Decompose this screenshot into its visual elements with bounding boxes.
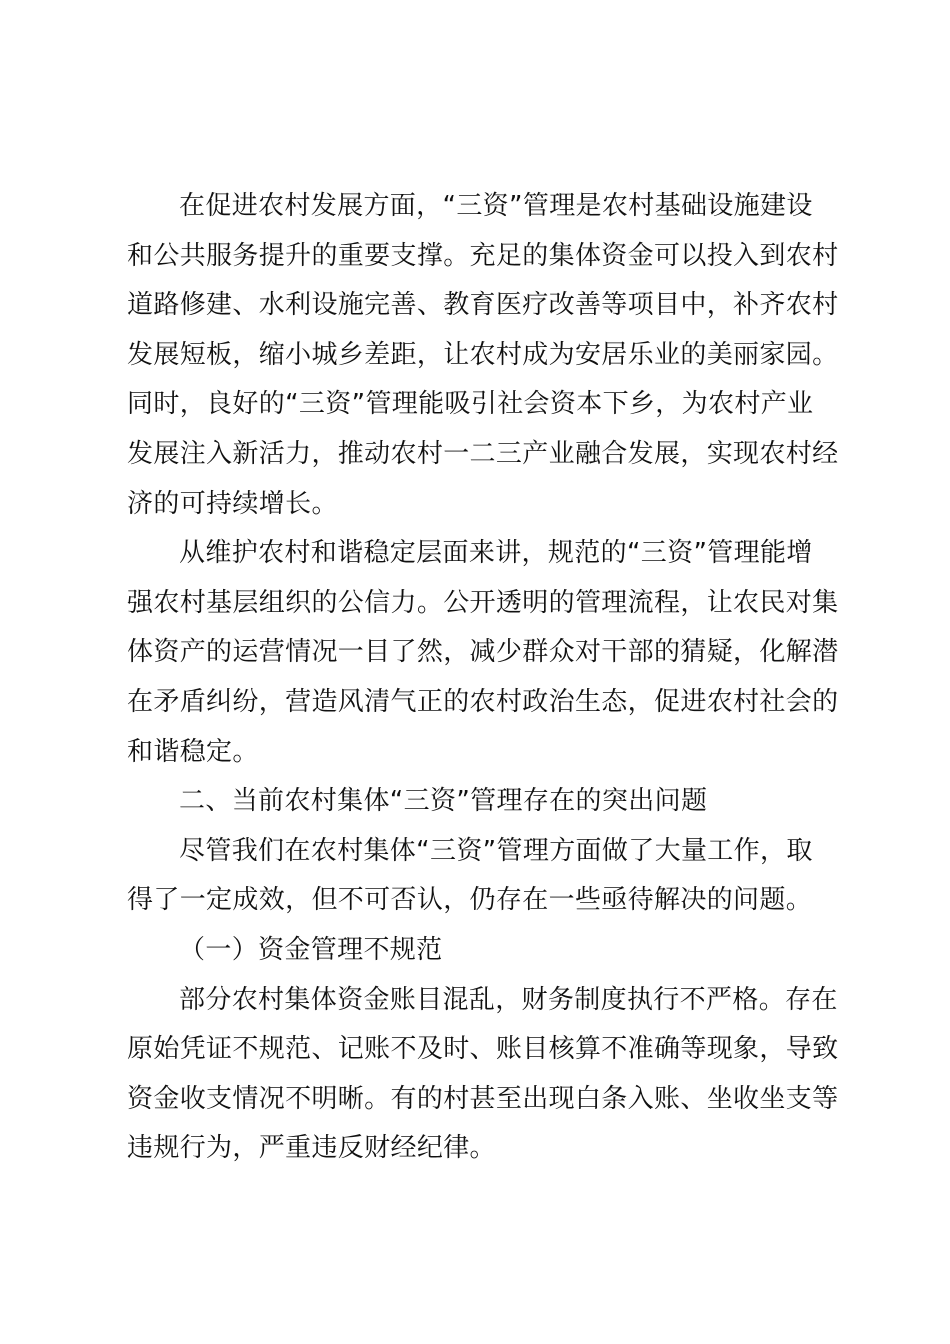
document-body [127,182,839,1174]
paragraph-line: 在促进农村发展方面，“三资”管理是农村基础设施建设 [179,191,813,221]
paragraph-line: 部分农村集体资金账目混乱，财务制度执行不严格。存在 [179,984,838,1015]
paragraph-line: 和谐稳定。 [127,736,259,767]
paragraph-line: 同时，良好的“三资”管理能吸引社会资本下乡，为农村产业 [127,389,814,420]
paragraph-line: 尽管我们在农村集体“三资”管理方面做了大量工作，取 [179,835,813,866]
section-heading: 二、当前农村集体“三资”管理存在的突出问题 [179,786,708,817]
paragraph-line: 从维护农村和谐稳定层面来讲，规范的“三资”管理能增 [179,538,813,569]
paragraph-line: 发展注入新活力，推动农村一二三产业融合发展，实现农村经 [127,438,839,469]
paragraph-line: 道路修建、水利设施完善、教育医疗改善等项目中，补齐农村 [127,290,839,321]
paragraph-line: 体资产的运营情况一目了然，减少群众对干部的猜疑，化解潜 [127,637,839,668]
paragraph-line: 得了一定成效，但不可否认，仍存在一些亟待解决的问题。 [127,885,813,916]
paragraph-line: 资金收支情况不明晰。有的村甚至出现白条入账、坐收坐支等 [127,1083,839,1114]
paragraph-line: 违规行为，严重违反财经纪律。 [127,1133,496,1164]
paragraph-line: 发展短板，缩小城乡差距，让农村成为安居乐业的美丽家园。 [127,339,839,370]
paragraph-line: 济的可持续增长。 [127,488,338,519]
paragraph-line: 和公共服务提升的重要支撑。充足的集体资金可以投入到农村 [127,240,839,271]
subsection-heading: （一）资金管理不规范 [179,934,443,965]
paragraph-line: 原始凭证不规范、记账不及时、账目核算不准确等现象，导致 [127,1034,839,1065]
paragraph-line: 强农村基层组织的公信力。公开透明的管理流程，让农民对集 [127,587,839,618]
paragraph-line: 在矛盾纠纷，营造风清气正的农村政治生态，促进农村社会的 [127,686,839,717]
